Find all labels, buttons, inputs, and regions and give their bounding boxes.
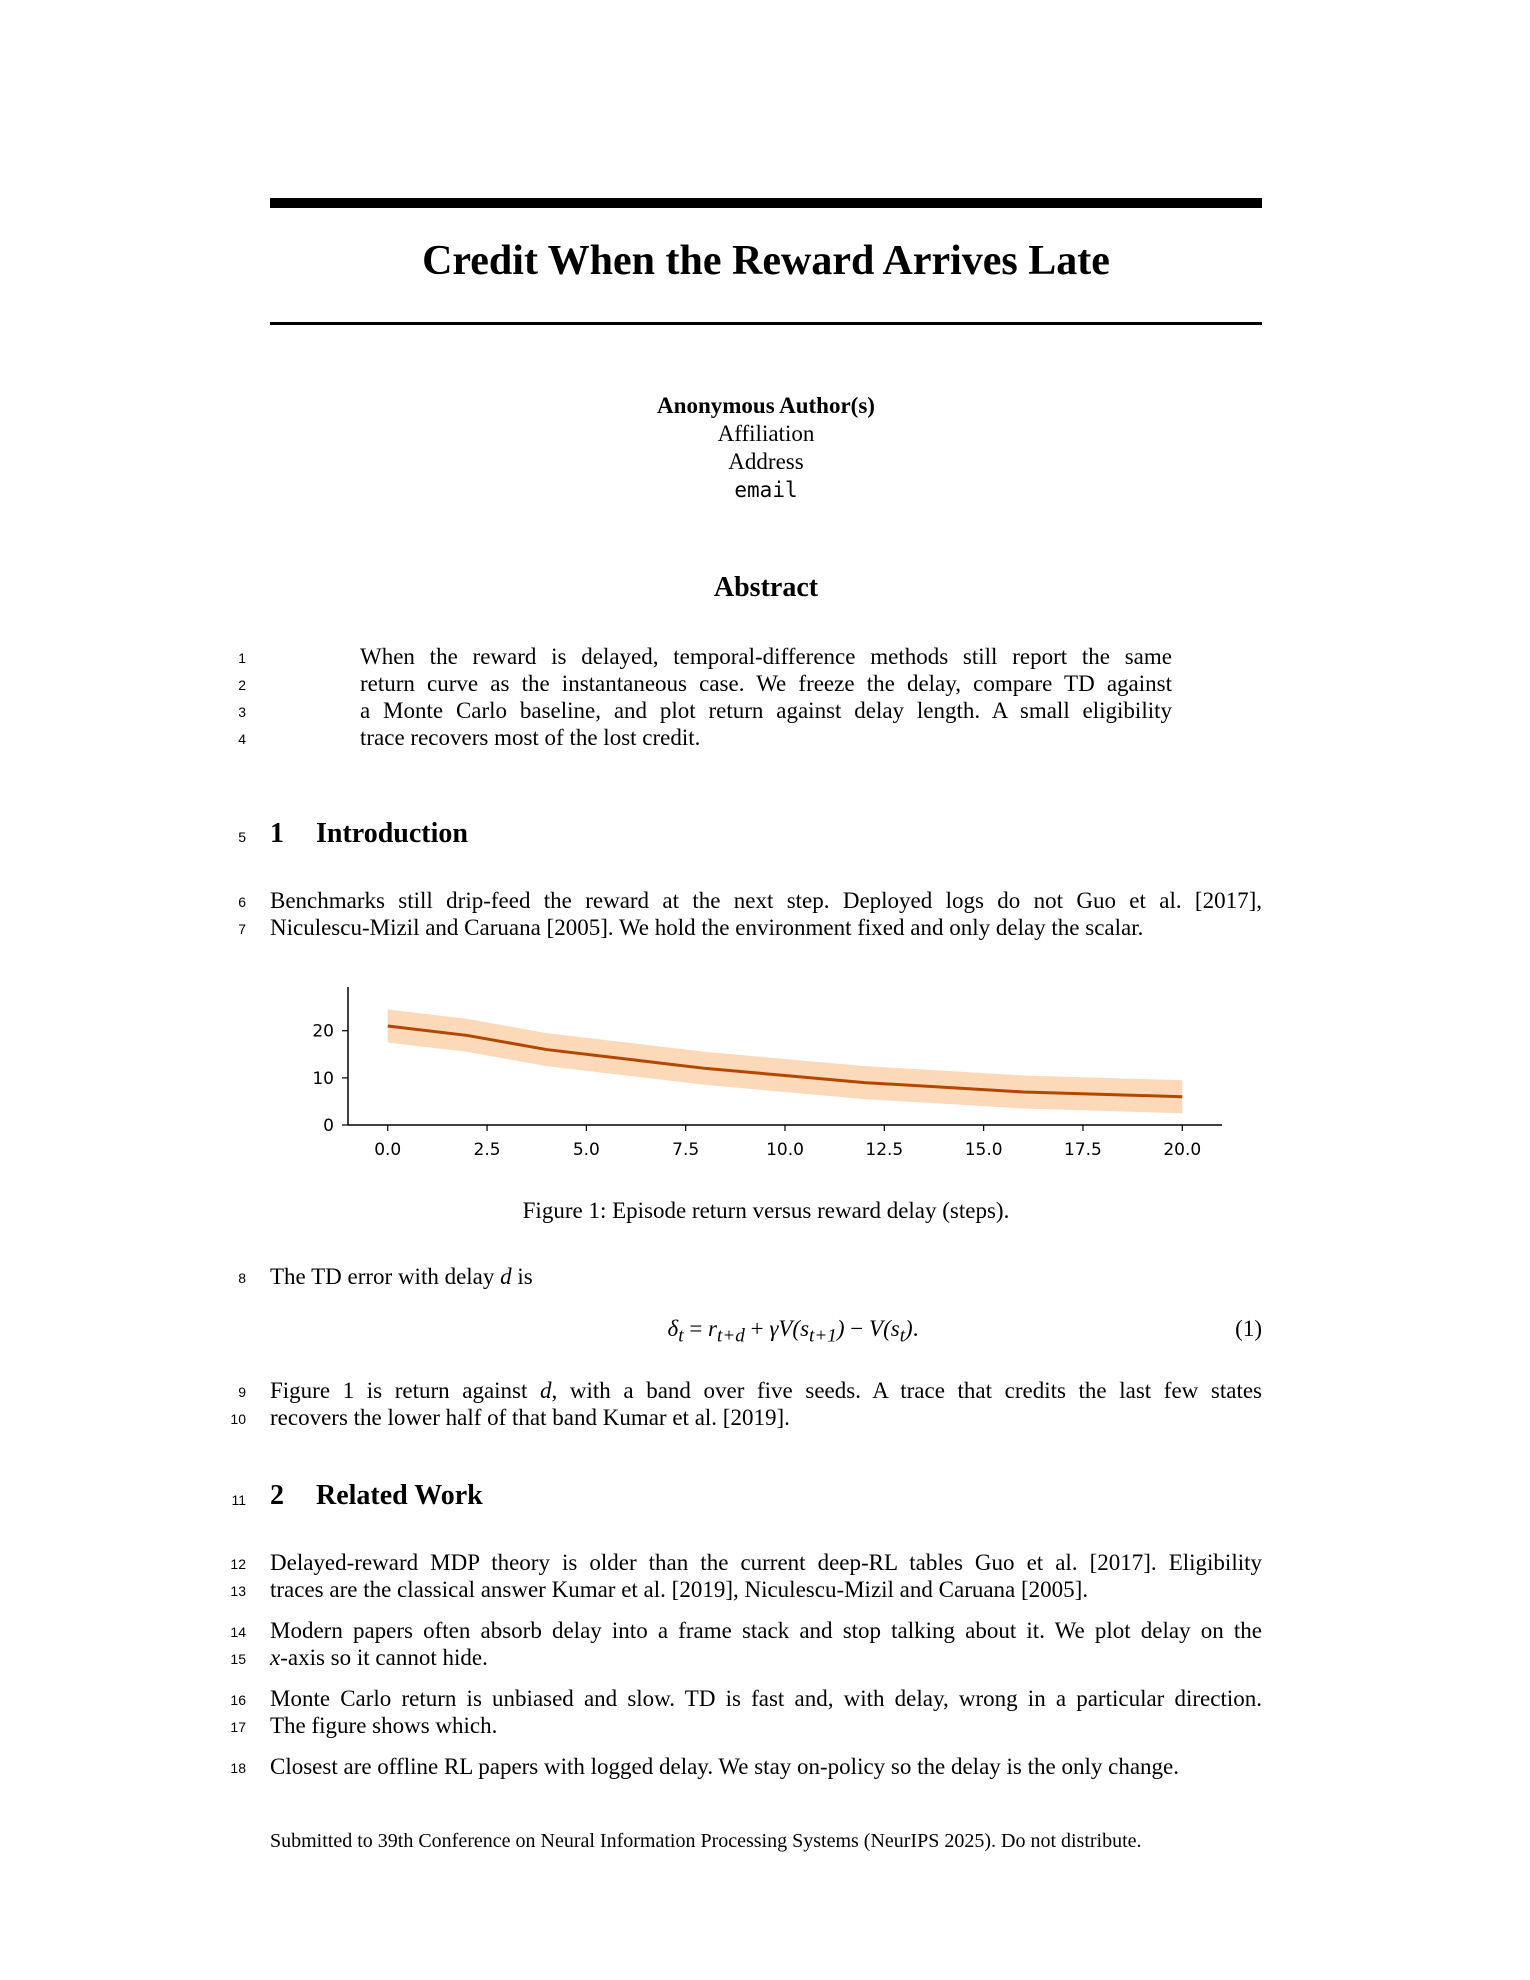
line-number: 2 (238, 677, 246, 693)
x-tick-label: 0.0 (374, 1140, 402, 1160)
x-tick-label: 17.5 (1064, 1140, 1102, 1160)
abstract-heading: Abstract (713, 572, 819, 603)
line-number: 4 (238, 731, 246, 747)
figure-1-chart (270, 985, 1262, 1175)
line-number: 11 (231, 1492, 246, 1508)
equation-number: (1) (1235, 1316, 1262, 1341)
paragraph-line: The figure shows which. (270, 1713, 498, 1738)
x-tick-label: 7.5 (672, 1140, 700, 1160)
line-number: 10 (230, 1411, 246, 1427)
line-number: 12 (230, 1556, 246, 1572)
line-number: 17 (230, 1719, 246, 1735)
section-number: 1 (270, 818, 284, 849)
equation-body: $\delta_t = r_{t+d} + \gamma V(s_{t+1}) - V(s_t)$. (667, 1316, 919, 1347)
paragraph-line: traces are the classical answer Kumar et al. [2019], Niculescu-Mizil and Caruana [2005]. (270, 1577, 1089, 1602)
x-tick-label: 15.0 (964, 1140, 1003, 1160)
section-title: Related Work (316, 1480, 483, 1511)
abstract-line: return curve as the instantaneous case. We freeze the delay, compare TD against (360, 671, 1172, 696)
paragraph-line: Monte Carlo return is unbiased and slow. TD is fast and, with delay, wrong in a particular direction. (270, 1686, 1262, 1711)
x-tick-label: 20.0 (1163, 1140, 1202, 1160)
line-number: 15 (230, 1651, 246, 1667)
line-number: 5 (238, 829, 246, 845)
line-number: 9 (238, 1384, 246, 1400)
x-tick-label: 2.5 (473, 1140, 501, 1160)
line-number: 16 (230, 1692, 246, 1708)
line-number: 3 (238, 704, 246, 720)
title-top-rule (270, 198, 1262, 208)
y-tick-label: 20 (312, 1021, 334, 1042)
section-heading-related-work (270, 1480, 483, 1512)
line-number: 8 (238, 1270, 246, 1286)
paragraph-line: Benchmarks still drip-feed the reward at the next step. Deployed logs do not Guo et al. [2017], (270, 888, 1262, 913)
section-number: 2 (270, 1480, 284, 1511)
abstract-line: trace recovers most of the lost credit. (360, 725, 701, 750)
paragraph-line (270, 1263, 1262, 1290)
math-variable: d (540, 1378, 552, 1403)
line-number: 13 (230, 1583, 246, 1599)
paragraph-line: Delayed-reward MDP theory is older than the current deep-RL tables Guo et al. [2017]. Eligibility (270, 1550, 1262, 1575)
abstract-line: a Monte Carlo baseline, and plot return against delay length. A small eligibility (360, 698, 1172, 723)
text-segment: , with a band over five seeds. A trace that credits the last few states (551, 1378, 1262, 1403)
paragraph-line (270, 1644, 1262, 1671)
section-title: Introduction (316, 818, 468, 849)
text-segment: is (517, 1264, 533, 1289)
paragraph-line: Modern papers often absorb delay into a frame stack and stop talking about it. We plot delay on the (270, 1618, 1262, 1643)
line-number: 14 (230, 1624, 246, 1640)
paragraph-line: Niculescu-Mizil and Caruana [2005]. We hold the environment fixed and only delay the scalar. (270, 915, 1144, 940)
paragraph-line (270, 1377, 1262, 1404)
equation-1 (270, 1316, 1262, 1348)
paragraph-line: Closest are offline RL papers with logged delay. We stay on-policy so the delay is the only change. (270, 1754, 1179, 1779)
confidence-band (388, 1010, 1183, 1114)
section-heading-introduction (270, 818, 468, 850)
abstract-line: When the reward is delayed, temporal-difference methods still report the same (360, 644, 1172, 669)
author-affiliation: Affiliation (717, 421, 815, 446)
author-email: email (734, 478, 798, 502)
x-tick-label: 10.0 (766, 1140, 804, 1160)
text-segment: The TD error with delay (270, 1264, 495, 1289)
text-segment: -axis so it cannot hide. (280, 1645, 488, 1670)
page-footer: Submitted to 39th Conference on Neural Information Processing Systems (NeurIPS 2025). Do not distribute. (270, 1830, 1142, 1852)
author-address: Address (728, 449, 804, 474)
title-bottom-rule (270, 322, 1262, 325)
math-variable: d (500, 1264, 512, 1289)
line-number: 6 (238, 894, 246, 910)
line-number: 1 (238, 650, 246, 666)
figure-caption: Figure 1: Episode return versus reward delay (steps). (522, 1198, 1010, 1223)
author-block (270, 392, 1262, 504)
line-number: 7 (238, 921, 246, 937)
math-variable: x (270, 1645, 281, 1670)
x-tick-label: 5.0 (572, 1140, 600, 1160)
paper-title: Credit When the Reward Arrives Late (422, 238, 1110, 284)
text-segment: Figure 1 is return against (270, 1378, 528, 1403)
y-tick-label: 0 (323, 1116, 334, 1136)
y-tick-label: 10 (312, 1068, 334, 1089)
x-tick-label: 12.5 (865, 1140, 904, 1160)
author-name: Anonymous Author(s) (657, 393, 875, 418)
paragraph-line: recovers the lower half of that band Kumar et al. [2019]. (270, 1405, 790, 1430)
line-number: 18 (230, 1760, 246, 1776)
